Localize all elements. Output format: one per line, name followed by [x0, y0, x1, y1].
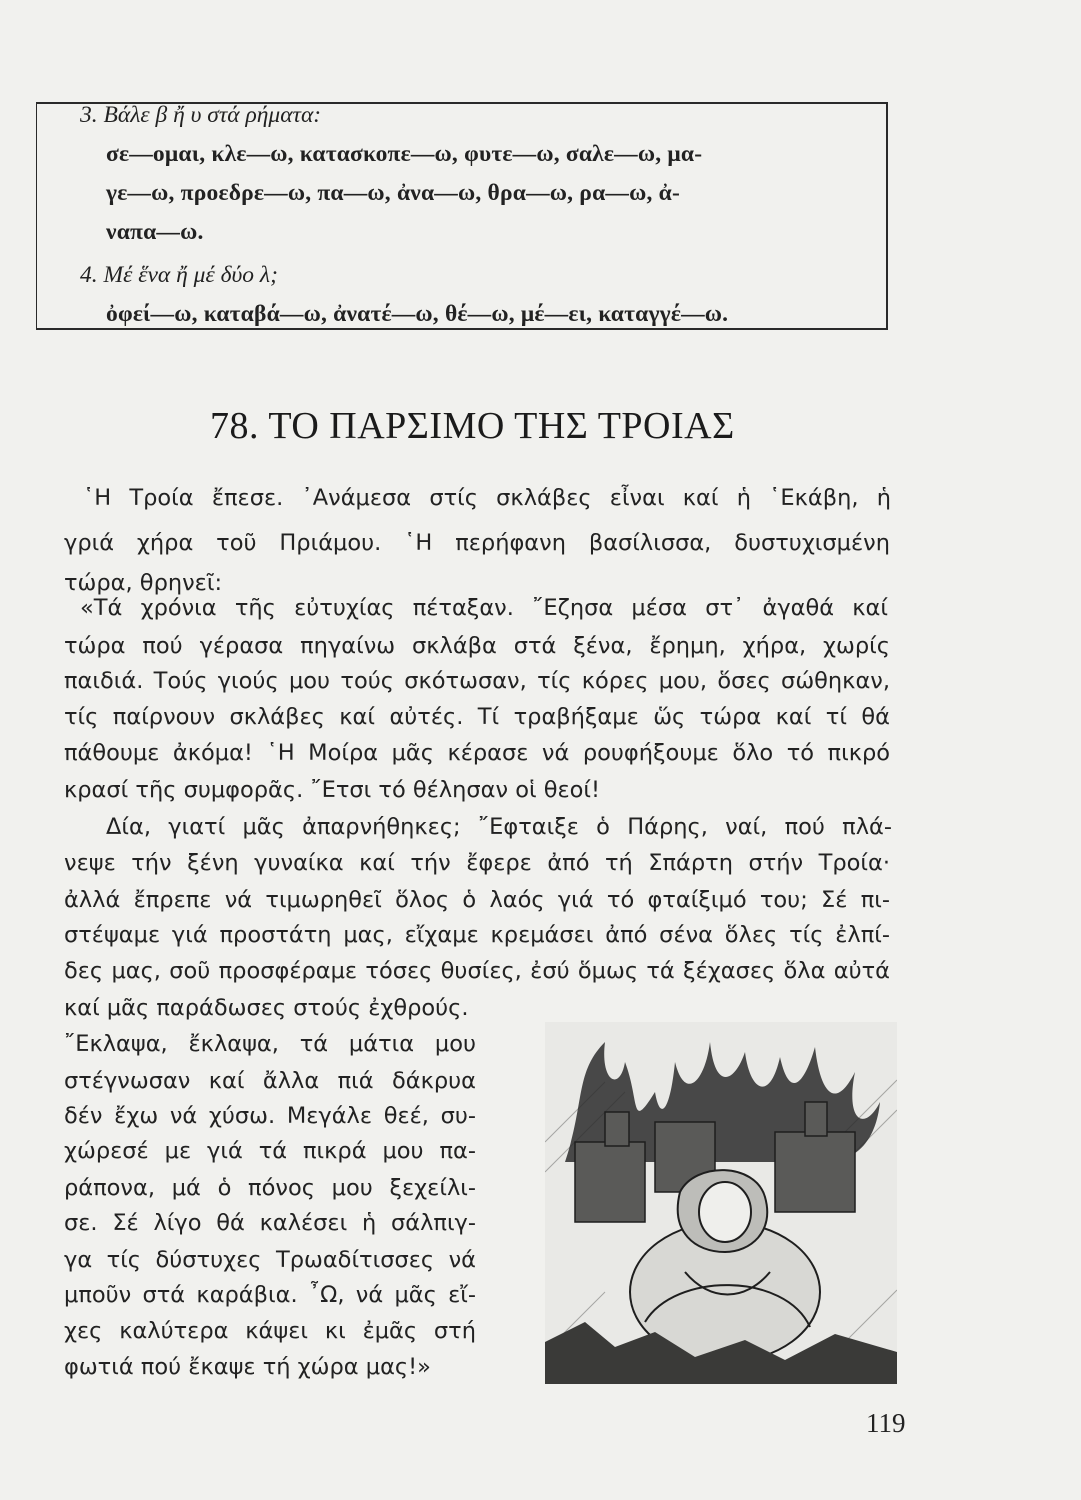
paragraph-line: χώρεσέ με γιά τά πικρά μου πα-	[64, 1138, 476, 1164]
exercise-box	[36, 102, 888, 330]
paragraph-line: ράπονα, μά ὁ πόνος μου ξεχείλι-	[64, 1175, 476, 1201]
paragraph-line: μποῦν στά καράβια. ῏Ω, νά μᾶς εἴ-	[64, 1282, 476, 1308]
paragraph-line: τώρα πού γέρασα πηγαίνω σκλάβα στά ξένα, ἔρημη, χήρα, χωρίς	[64, 633, 890, 659]
exercise-3-line: ναπα—ω.	[106, 219, 204, 245]
paragraph-line: ῎Εκλαψα, ἔκλαψα, τά μάτια μου	[64, 1031, 476, 1057]
exercise-4-line: ὀφεί—ω, καταβά—ω, ἀνατέ—ω, θέ—ω, μέ—ει, καταγγέ—ω.	[106, 301, 729, 327]
paragraph-line: παιδιά. Τούς γιούς μου τούς σκότωσαν, τίς κόρες μου, ὅσες σώθηκαν,	[64, 668, 890, 694]
paragraph-line: Δία, γιατί μᾶς ἀπαρνήθηκες; ῎Εφταιξε ὁ Πάρης, ναί, πού πλά-	[106, 814, 892, 840]
burning-troy-illustration	[545, 1022, 897, 1384]
paragraph-line: ῾Η Τροία ἔπεσε. ᾿Ανάμεσα στίς σκλάβες εἶναι καί ἡ ῾Εκάβη, ἡ	[83, 485, 891, 511]
paragraph-line: χες καλύτερα κάψει κι ἐμᾶς στή	[64, 1318, 476, 1344]
paragraph-line: «Τά χρόνια τῆς εὐτυχίας πέταξαν. ῎Εζησα μέσα στ᾿ ἀγαθά καί	[80, 595, 888, 621]
paragraph-line: ἀλλά ἔπρεπε νά τιμωρηθεῖ ὅλος ὁ λαός γιά τό φταίξιμό του; Σέ πι-	[64, 887, 890, 913]
paragraph-line: δέν ἔχω νά χύσω. Μεγάλε θεέ, συ-	[64, 1103, 476, 1129]
paragraph-line: σε. Σέ λίγο θά καλέσει ἡ σάλπιγ-	[64, 1210, 476, 1236]
paragraph-line: γριά χήρα τοῦ Πριάμου. ῾Η περήφανη βασίλισσα, δυστυχισμένη	[64, 530, 890, 556]
exercise-3-line: σε—ομαι, κλε—ω, κατασκοπε—ω, φυτε—ω, σαλε—ω, μα-	[106, 141, 703, 167]
paragraph-line: στέψαμε γιά προστάτη μας, εἴχαμε κρεμάσει ἀπό σένα ὅλες τίς ἐλπί-	[64, 922, 890, 948]
paragraph-line: νεψε τήν ξένη γυναίκα καί τήν ἔφερε ἀπό τή Σπάρτη στήν Τροία·	[64, 850, 890, 876]
chapter-title: 78. ΤΟ ΠΑΡΣΙΜΟ ΤΗΣ ΤΡΟΙΑΣ	[210, 405, 735, 447]
paragraph-line: τώρα, θρηνεῖ:	[64, 570, 223, 596]
exercise-4-heading: 4. Μέ ἕνα ἤ μέ δύο λ;	[80, 262, 278, 288]
exercise-3-line: γε—ω, προεδρε—ω, πα—ω, ἀνα—ω, θρα—ω, ρα—ω, ἀ-	[106, 180, 680, 206]
paragraph-line: πάθουμε ἀκόμα! ῾Η Μοίρα μᾶς κέρασε νά ρουφήξουμε ὅλο τό πικρό	[64, 740, 890, 766]
paragraph-line: κρασί τῆς συμφορᾶς. ῎Ετσι τό θέλησαν οἱ θεοί!	[64, 777, 601, 803]
paragraph-line: δες μας, σοῦ προσφέραμε τόσες θυσίες, ἐσύ ὅμως τά ξέχασες ὅλα αὐτά	[64, 958, 890, 984]
paragraph-line: καί μᾶς παράδωσες στούς ἐχθρούς.	[64, 995, 469, 1021]
page-number: 119	[866, 1408, 906, 1438]
paragraph-line: στέγνωσαν καί ἄλλα πιά δάκρυα	[64, 1068, 476, 1094]
paragraph-line: φωτιά πού ἔκαψε τή χώρα μας!»	[64, 1354, 431, 1380]
paragraph-line: τίς παίρνουν σκλάβες καί αὐτές. Τί τραβήξαμε ὥς τώρα καί τί θά	[64, 704, 890, 730]
paragraph-line: γα τίς δύστυχες Τρωαδίτισσες νά	[64, 1247, 476, 1273]
exercise-3-heading: 3. Βάλε β ἤ υ στά ρήματα:	[80, 102, 322, 128]
